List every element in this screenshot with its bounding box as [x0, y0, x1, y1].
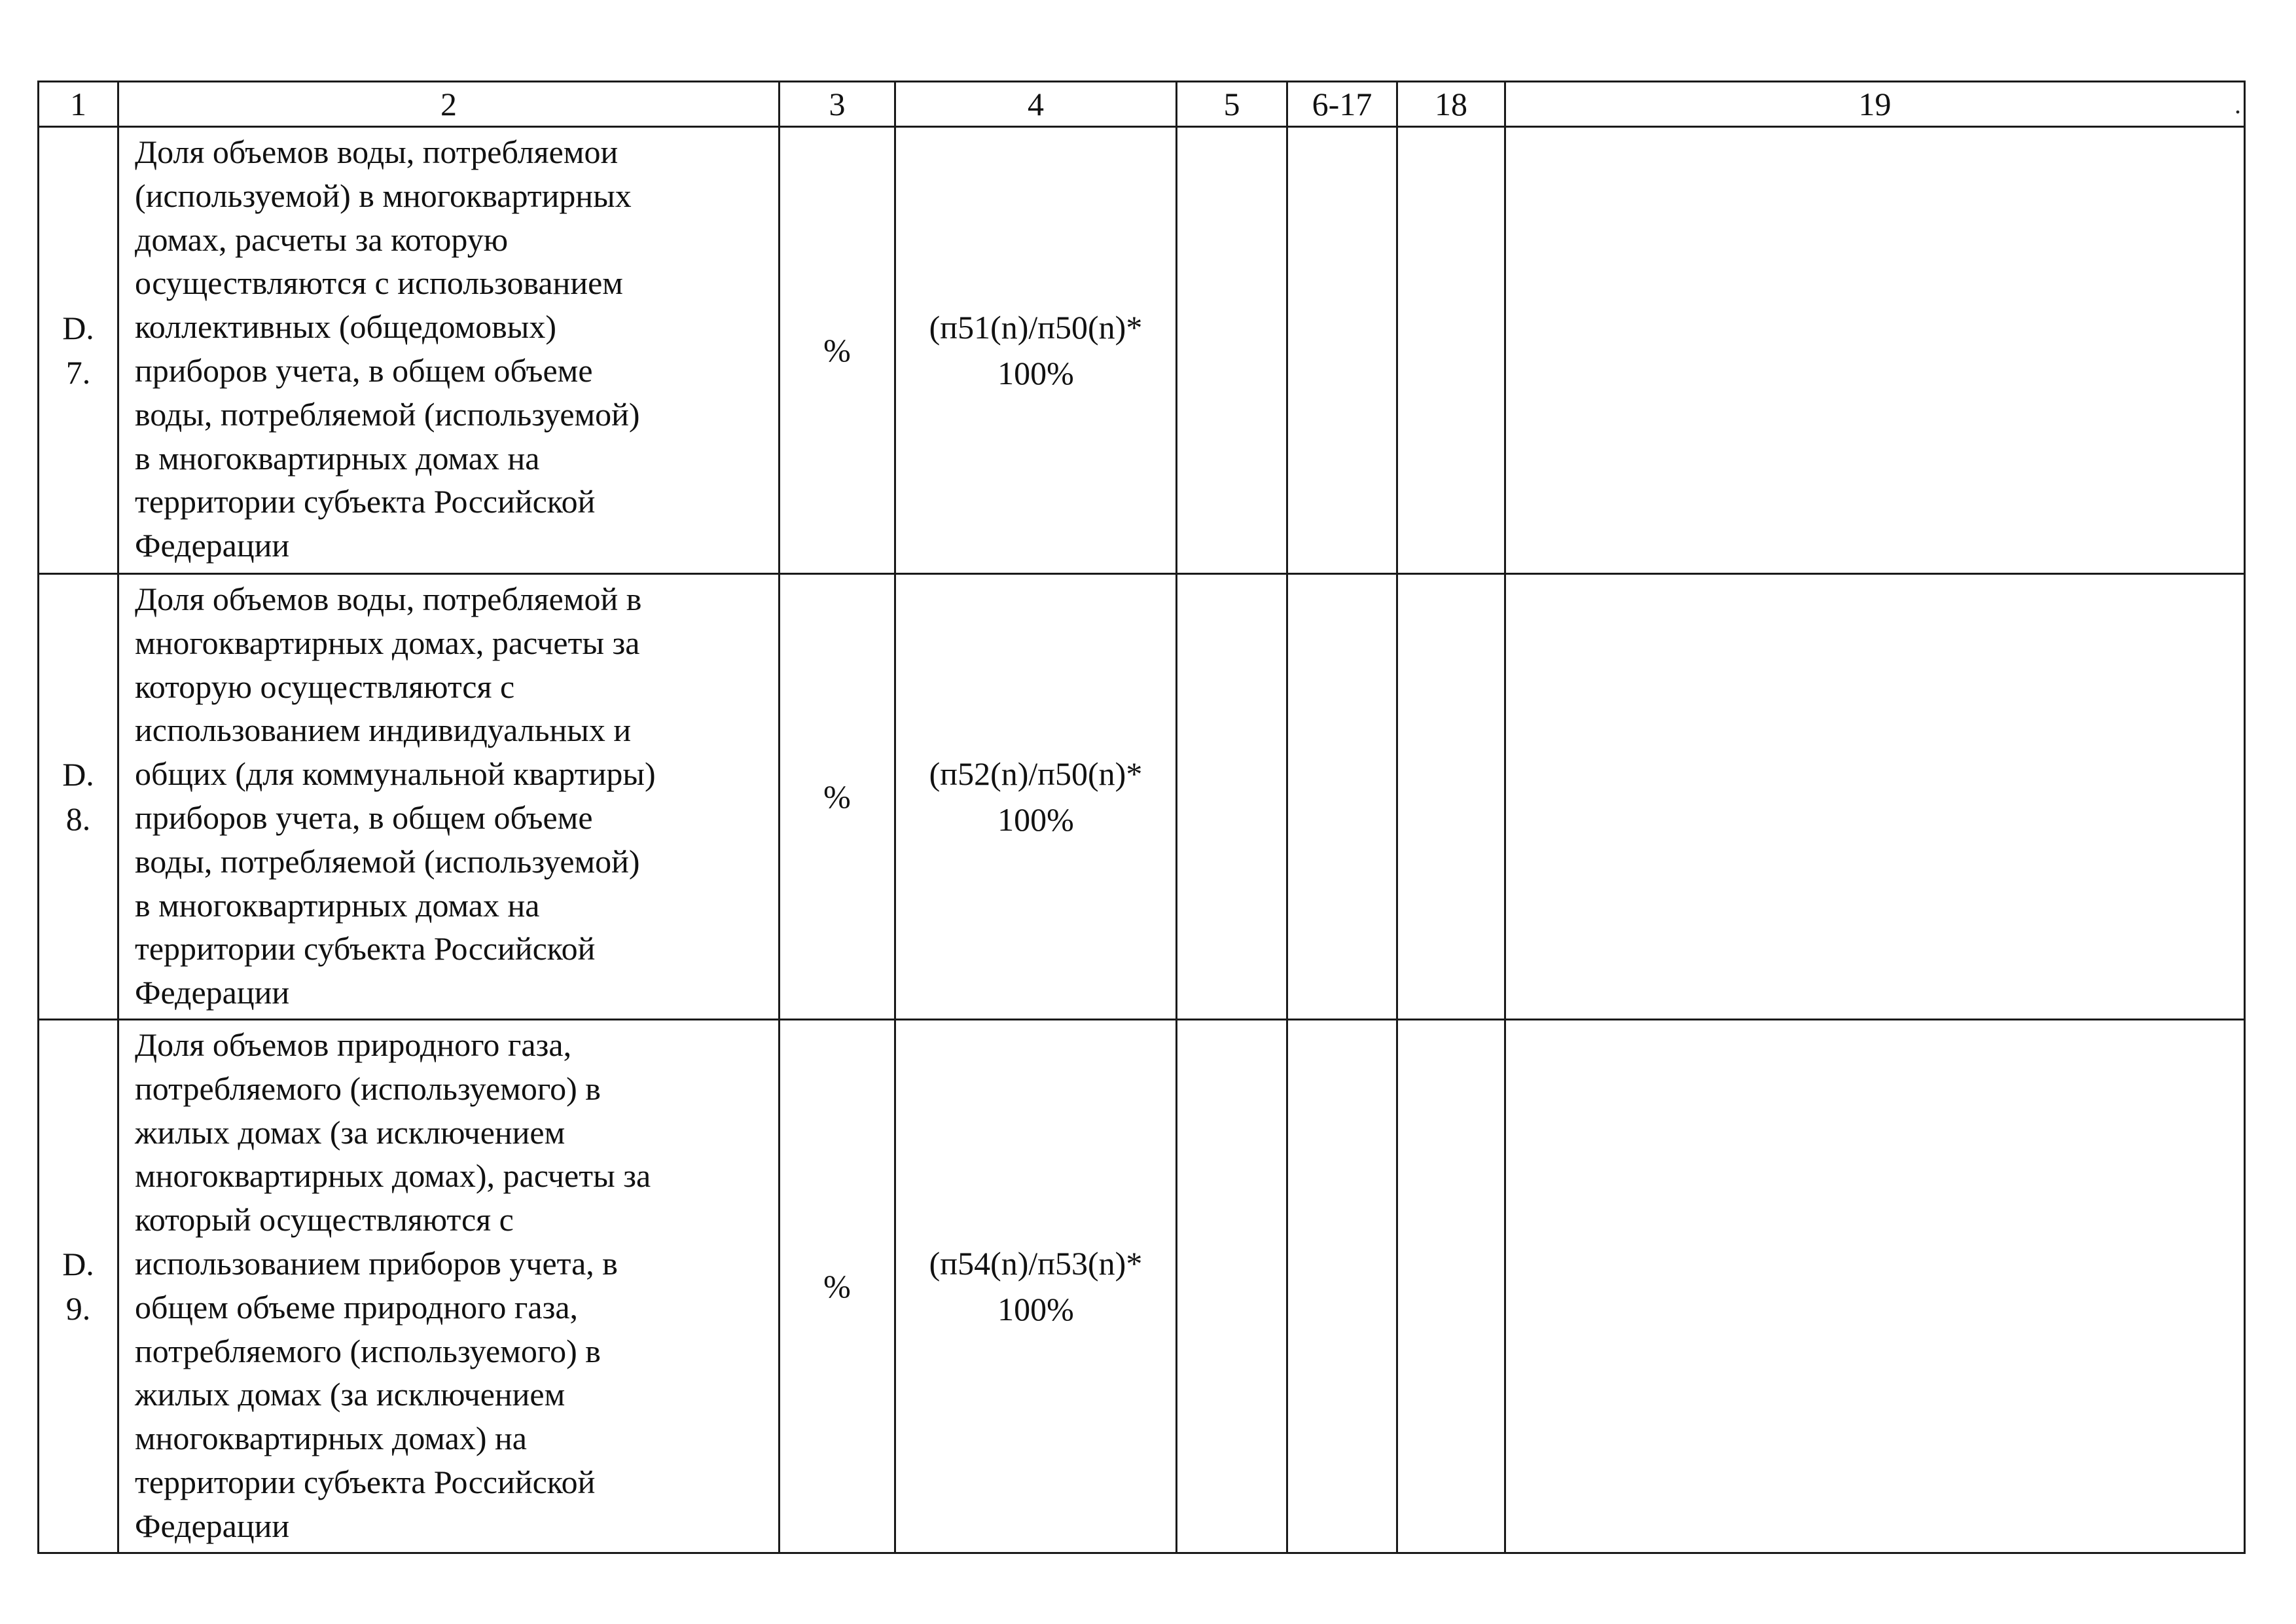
- formula-line-2: 100%: [997, 801, 1074, 838]
- row-code: D. 8.: [39, 574, 118, 1020]
- formula-line-1: (п54(n)/п53(n)*: [929, 1245, 1143, 1282]
- indicator-table: [37, 81, 2246, 1554]
- row-cell-6-17: [1287, 1020, 1397, 1553]
- row-code: D. 9.: [39, 1020, 118, 1553]
- row-cell-6-17: [1287, 127, 1397, 574]
- column-header-5: 5: [1177, 82, 1287, 127]
- row-cell-19: [1505, 1020, 2245, 1553]
- formula-line-1: (п52(n)/п50(n)*: [929, 755, 1143, 792]
- row-unit: %: [780, 127, 895, 574]
- column-header-19: 19: [1505, 82, 2245, 127]
- table-row: [39, 127, 2245, 574]
- column-header-18: 18: [1397, 82, 1505, 127]
- row-formula: [895, 574, 1177, 1020]
- row-unit: %: [780, 1020, 895, 1553]
- row-description: Доля объемов воды, потребляемой в многоквартирных домах, расчеты за которую осуществляются с использованием индивидуальных и общих (для коммунальной квартиры) приборов учета, в общем объеме воды, потребляемой (используемой) в многоквартирных домах на территории субъекта Российской Федерации: [118, 574, 780, 1020]
- formula-line-1: (п51(n)/п50(n)*: [929, 309, 1143, 346]
- column-header-6-17: 6-17: [1287, 82, 1397, 127]
- row-unit: %: [780, 574, 895, 1020]
- row-code: D. 7.: [39, 127, 118, 574]
- row-cell-18: [1397, 574, 1505, 1020]
- column-header-2: 2: [118, 82, 780, 127]
- column-header-4: 4: [895, 82, 1177, 127]
- table-header-row: [39, 82, 2245, 127]
- column-header-3: 3: [780, 82, 895, 127]
- column-header-1: 1: [39, 82, 118, 127]
- formula-line-2: 100%: [997, 1291, 1074, 1327]
- row-cell-5: [1177, 574, 1287, 1020]
- row-formula: [895, 1020, 1177, 1553]
- row-cell-19: [1505, 574, 2245, 1020]
- row-description: Доля объемов природного газа, потребляемого (используемого) в жилых домах (за исключением многоквартирных домах), расчеты за который осуществляются с использованием приборов учета, в общем объеме природного газа, потребляемого (используемого) в жилых домах (за исключением многоквартирных домах) на территории субъекта Российской Федерации: [118, 1020, 780, 1553]
- formula-line-2: 100%: [997, 355, 1074, 391]
- row-cell-18: [1397, 127, 1505, 574]
- table-row: [39, 1020, 2245, 1553]
- table-row: [39, 574, 2245, 1020]
- row-cell-5: [1177, 1020, 1287, 1553]
- row-cell-5: [1177, 127, 1287, 574]
- row-description: Доля объемов воды, потребляемои (используемой) в многоквартирных домах, расчеты за которую осуществляются с использованием коллективных (общедомовых) приборов учета, в общем объеме воды, потребляемой (используемой) в многоквартирных домах на территории субъекта Российской Федерации: [118, 127, 780, 574]
- row-formula: [895, 127, 1177, 574]
- row-cell-18: [1397, 1020, 1505, 1553]
- row-cell-6-17: [1287, 574, 1397, 1020]
- corner-mark: .: [2234, 90, 2241, 119]
- row-cell-19: [1505, 127, 2245, 574]
